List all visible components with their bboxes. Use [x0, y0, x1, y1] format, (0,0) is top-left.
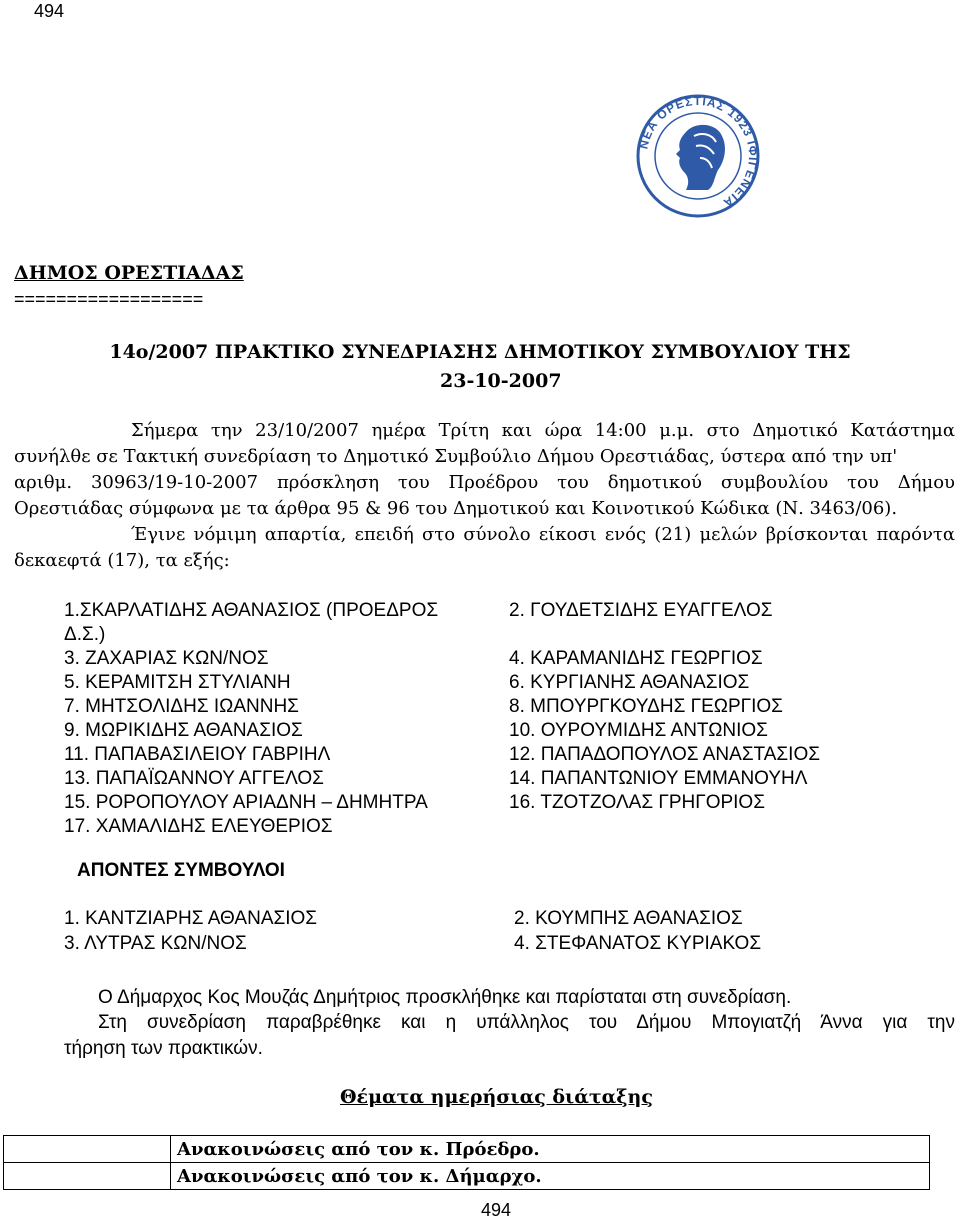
intro-line-2: συνήλθε σε Τακτική συνεδρίαση το Δημοτικό Συμβούλιο Δήμου Ορεστιάδας, ύστερα από την υπ' [14, 446, 898, 467]
list-item: 3. ΖΑΧΑΡΙΑΣ ΚΩΝ/ΝΟΣ [64, 648, 269, 669]
agenda-item: Ανακοινώσεις από τον κ. Δήμαρχο. [171, 1163, 930, 1190]
header-rule: ================== [14, 289, 204, 309]
list-item: Δ.Σ.) [64, 624, 106, 645]
list-item: 5. ΚΕΡΑΜΙΤΣΗ ΣΤΥΛΙΑΝΗ [64, 672, 291, 693]
document-title: 14ο/2007 ΠΡΑΚΤΙΚΟ ΣΥΝΕΔΡΙΑΣΗΣ ΔΗΜΟΤΙΚΟΥ ΣΥΜΒΟΥΛΙΟΥ ΤΗΣ [109, 341, 851, 363]
page-number-bottom: 494 [481, 1200, 512, 1220]
list-item: 2. ΓΟΥΔΕΤΣΙΔΗΣ ΕΥΑΓΓΕΛΟΣ [509, 600, 773, 621]
logo [634, 92, 762, 220]
list-item: 4. ΚΑΡΑΜΑΝΙΔΗΣ ΓΕΩΡΓΙΟΣ [509, 648, 763, 669]
municipality-heading: ΔΗΜΟΣ ΟΡΕΣΤΙΑΔΑΣ [14, 262, 244, 284]
list-item: 10. ΟΥΡΟΥΜΙΔΗΣ ΑΝΤΩΝΙΟΣ [509, 720, 768, 741]
intro-line-5: Έγινε νόμιμη απαρτία, επειδή στο σύνολο είκοσι ενός (21) μελών βρίσκονται παρόντα [131, 524, 955, 545]
svg-text:ΝΕΑ ΟΡΕΣΤΙΑΣ 1923 ΙΦΙΓΕΝΕΙΑ: ΝΕΑ ΟΡΕΣΤΙΑΣ 1923 ΙΦΙΓΕΝΕΙΑ [636, 93, 761, 211]
absent-heading: ΑΠΟΝΤΕΣ ΣΥΜΒΟΥΛΟΙ [77, 860, 285, 881]
list-item: 2. ΚΟΥΜΠΗΣ ΑΘΑΝΑΣΙΟΣ [514, 908, 743, 929]
list-item: 13. ΠΑΠΑΪΩΑΝΝΟΥ ΑΓΓΕΛΟΣ [64, 768, 324, 789]
list-item: 1. ΚΑΝΤΖΙΑΡΗΣ ΑΘΑΝΑΣΙΟΣ [64, 908, 318, 929]
list-item: 15. ΡΟΡΟΠΟΥΛΟΥ ΑΡΙΑΔΝΗ – ΔΗΜΗΤΡΑ [64, 792, 428, 813]
list-item: 16. ΤΖΟΤΖΟΛΑΣ ΓΡΗΓΟΡΙΟΣ [509, 792, 765, 813]
intro-line-4: Ορεστιάδας σύμφωνα με τα άρθρα 95 & 96 του Δημοτικού και Κοινοτικού Κώδικα (Ν. 3463/06). [14, 498, 898, 519]
intro-line-3: αριθμ. 30963/19-10-2007 πρόσκληση του Προέδρου του δημοτικού συμβουλίου του Δήμου [14, 472, 955, 493]
list-item: 14. ΠΑΠΑΝΤΩΝΙΟΥ ΕΜΜΑΝΟΥΗΛ [509, 768, 808, 789]
list-item: 12. ΠΑΠΑΔΟΠΟΥΛΟΣ ΑΝΑΣΤΑΣΙΟΣ [509, 744, 820, 765]
intro-line-1: Σήμερα την 23/10/2007 ημέρα Τρίτη και ώρα 14:00 μ.μ. στο Δημοτικό Κατάστημα [131, 420, 955, 441]
list-item: 6. ΚΥΡΓΙΑΝΗΣ ΑΘΑΝΑΣΙΟΣ [509, 672, 750, 693]
list-item: 3. ΛΥΤΡΑΣ ΚΩΝ/ΝΟΣ [64, 933, 247, 954]
page-number-top: 494 [34, 1, 65, 21]
list-item: 1.ΣΚΑΡΛΑΤΙΔΗΣ ΑΘΑΝΑΣΙΟΣ (ΠΡΟΕΔΡΟΣ [64, 600, 439, 621]
list-item: 8. ΜΠΟΥΡΓΚΟΥΔΗΣ ΓΕΩΡΓΙΟΣ [509, 696, 783, 717]
list-item: 17. ΧΑΜΑΛΙΔΗΣ ΕΛΕΥΘΕΡΙΟΣ [64, 816, 333, 837]
document-date: 23-10-2007 [440, 370, 562, 392]
agenda-heading: Θέματα ημερήσιας διάταξης [340, 1086, 653, 1108]
agenda-item: Ανακοινώσεις από τον κ. Πρόεδρο. [171, 1136, 930, 1163]
logo-seal-icon [634, 92, 762, 220]
list-item: 7. ΜΗΤΣΟΛΙΔΗΣ ΙΩΑΝΝΗΣ [64, 696, 299, 717]
agenda-table [3, 1135, 930, 1190]
list-item: 4. ΣΤΕΦΑΝΑΤΟΣ ΚΥΡΙΑΚΟΣ [514, 933, 762, 954]
agenda-number-cell [4, 1163, 171, 1190]
clerk-statement-line-2: τήρηση των πρακτικών. [64, 1038, 263, 1059]
list-item: 11. ΠΑΠΑΒΑΣΙΛΕΙΟΥ ΓΑΒΡΙΗΛ [64, 744, 331, 765]
intro-line-6: δεκαεφτά (17), τα εξής: [14, 550, 230, 571]
table-row [4, 1136, 930, 1163]
clerk-statement-line-1: Στη συνεδρίαση παραβρέθηκε και η υπάλληλος του Δήμου Μπογιατζή Άννα για την [98, 1012, 955, 1033]
mayor-statement: Ο Δήμαρχος Κος Μουζάς Δημήτριος προσκλήθηκε και παρίσταται στη συνεδρίαση. [98, 987, 792, 1008]
table-row [4, 1163, 930, 1190]
list-item: 9. ΜΩΡΙΚΙΔΗΣ ΑΘΑΝΑΣΙΟΣ [64, 720, 303, 741]
agenda-number-cell [4, 1136, 171, 1163]
